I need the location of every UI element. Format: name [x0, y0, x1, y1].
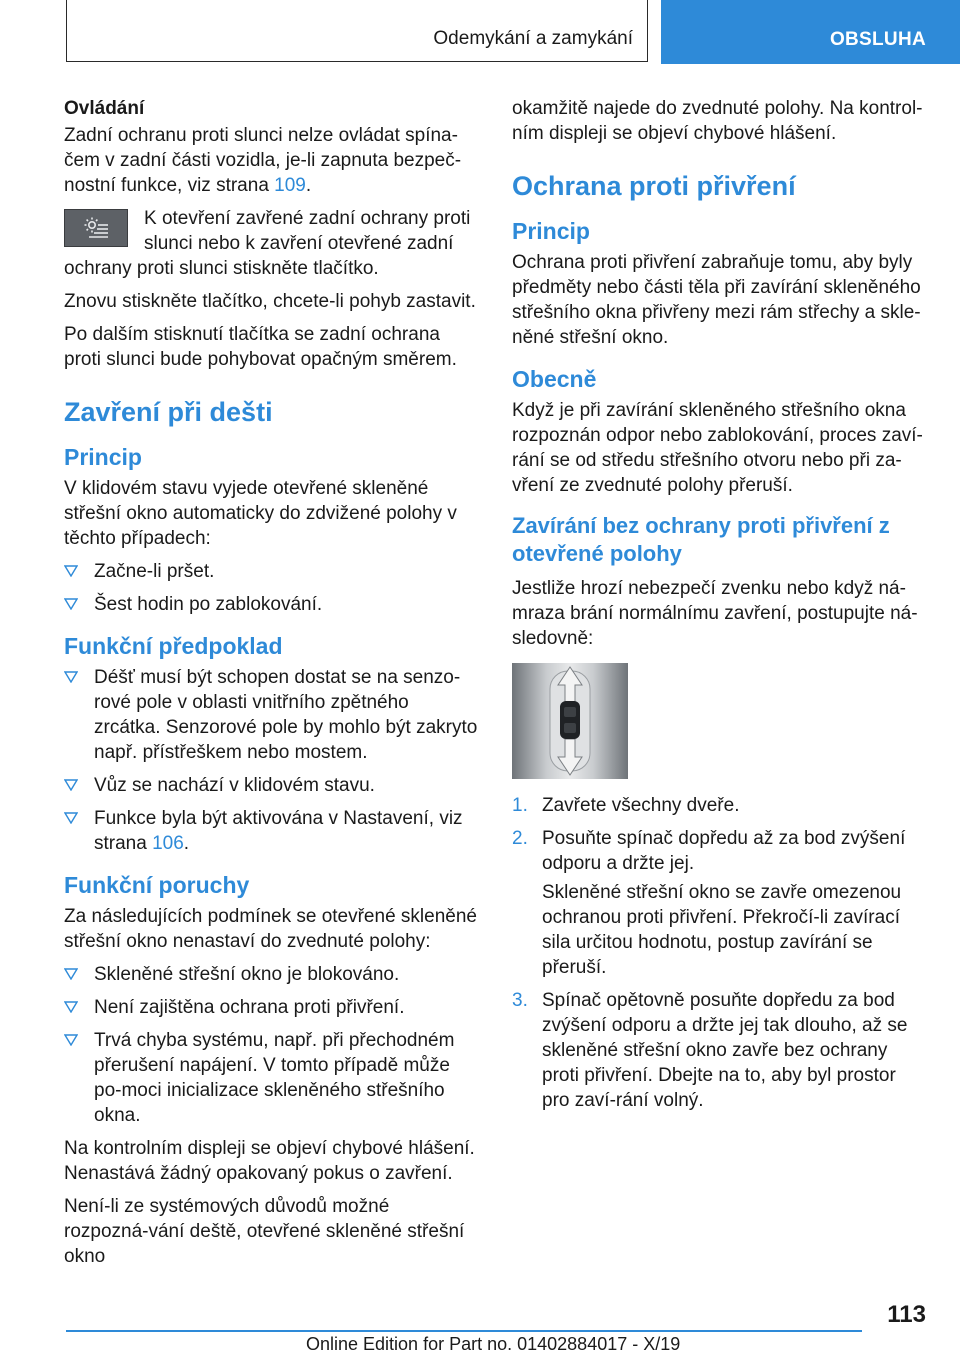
- poruchy-paragraph-1: Na kontrolním displeji se objeví chybové hlášení. Nenastává žádný opakovaný pokus o zavření.: [64, 1138, 475, 1184]
- list-item: [512, 988, 928, 1113]
- triangle-bullet-icon: [64, 1034, 78, 1046]
- list-item: [64, 995, 478, 1020]
- roof-switch-photo: [512, 663, 628, 779]
- sunshade-button-icon: [64, 209, 128, 247]
- button-instruction-text: K otevření zavřené zadní ochrany proti slunci nebo k zavření otevřené zadní ochrany proti slunci stiskněte tlačítko.: [64, 208, 471, 279]
- triangle-bullet-icon: [64, 1001, 78, 1013]
- right-column: [512, 96, 928, 1121]
- princip-bullet-list: [64, 559, 478, 617]
- step-number: 1.: [512, 795, 528, 816]
- list-item: [64, 592, 478, 617]
- step-number: 2.: [512, 828, 528, 849]
- triangle-bullet-icon: [64, 779, 78, 791]
- step-text: Zavřete všechny dveře.: [542, 795, 740, 816]
- princip-text-right: Ochrana proti přivření zabraňuje tomu, aby byly předměty nebo části těla při zavírání skleněného střešního okna přivřeny mezi rám střechy a skle-něné střešní okno.: [512, 252, 921, 348]
- button-instruction: [64, 206, 478, 281]
- list-item: [64, 1028, 478, 1128]
- triangle-bullet-icon: [64, 812, 78, 824]
- chapter-tab: [661, 0, 960, 64]
- poruchy-text: Za následujících podmínek se otevřené skleněné střešní okno nenastaví do zvednuté polohy:: [64, 906, 477, 952]
- list-item-text: Začne-li pršet.: [94, 561, 215, 582]
- poruchy-heading: Funkční poruchy: [64, 872, 250, 898]
- poruchy-paragraph-2: Není-li ze systémových důvodů možné rozpozná-vání deště, otevřené skleněné střešní okno: [64, 1196, 465, 1267]
- stop-paragraph: Znovu stiskněte tlačítko, chcete-li pohyb zastavit.: [64, 291, 476, 312]
- princip-heading-right: Princip: [512, 218, 590, 244]
- step-text: Posuňte spínač dopředu až za bod zvýšení odporu a držte jej.: [542, 828, 906, 874]
- chapter-tab-label: OBSLUHA: [829, 29, 926, 50]
- steps-list: [512, 793, 928, 1113]
- ovladani-text-end: .: [305, 175, 312, 196]
- rain-closing-heading: Zavření při dešti: [64, 397, 273, 427]
- obecne-heading: Obecně: [512, 366, 597, 392]
- closing-without-protection-heading: Zavírání bez ochrany proti přivření z otevřené polohy: [512, 513, 890, 566]
- section-title-box: [66, 0, 648, 62]
- predpoklad-bullet-list: [64, 665, 478, 856]
- reverse-paragraph: Po dalším stisknutí tlačítka se zadní ochrana proti slunci bude pohybovat opačným směrem.: [64, 324, 457, 370]
- triangle-bullet-icon: [64, 968, 78, 980]
- step-continuation: Skleněné střešní okno se zavře omezenou ochranou proti přivření. Překročí-li zavírací sila určitou hodnotu, postup zavírání se přeruší.: [542, 882, 902, 978]
- ovladani-text: Zadní ochranu proti slunci nelze ovládat spína-čem v zadní části vozidla, je-li zapnuta bezpeč-nostní funkce, viz strana: [64, 125, 462, 196]
- list-item-text: Není zajištěna ochrana proti přivření.: [94, 997, 405, 1018]
- page-number: 113: [887, 1301, 926, 1328]
- list-item-text: Skleněné střešní okno je blokováno.: [94, 964, 400, 985]
- list-item-text: Trvá chyba systému, např. při přechodném přerušení napájení. V tomto případě může po-moci inicializace skleněného střešního okna.: [94, 1030, 455, 1126]
- page-link-106[interactable]: 106: [152, 833, 184, 854]
- page-link-109[interactable]: 109: [274, 175, 306, 196]
- poruchy-bullet-list: [64, 962, 478, 1128]
- obecne-text: Když je při zavírání skleněného střešního okna rozpoznán odpor nebo zablokování, proces zaví-rání se od středu střešního otvoru nebo při za-vření ze zvednuté polohy přeruší.: [512, 400, 923, 496]
- princip-text-left: V klidovém stavu vyjede otevřené skleněné střešní okno automaticky do zdvižené polohy v těchto případech:: [64, 478, 457, 549]
- list-item-text-end: .: [183, 833, 190, 854]
- page-header: [0, 0, 960, 64]
- list-item-text: Šest hodin po zablokování.: [94, 594, 323, 615]
- list-item: [512, 793, 928, 818]
- list-item: [64, 773, 478, 798]
- edition-footer: Online Edition for Part no. 01402884017 - X/19: [306, 1334, 681, 1354]
- continued-paragraph: okamžitě najede do zvednuté polohy. Na kontrol-ním displeji se objeví chybové hlášení.: [512, 98, 923, 144]
- list-item: [512, 826, 928, 980]
- closing-without-protection-text: Jestliže hrozí nebezpečí zvenku nebo když ná-mraza brání normálnímu zavření, postupujte ná-sledovně:: [512, 578, 918, 649]
- ovladani-title: Ovládání: [64, 98, 145, 119]
- list-item-text: Déšť musí být schopen dostat se na senzo-rové pole v oblasti vnitřního zpětného zrcátka. Senzorové pole by mohlo být zakryto např. přístřeškem nebo mostem.: [94, 667, 478, 763]
- triangle-bullet-icon: [64, 598, 78, 610]
- left-column: [64, 96, 478, 1277]
- list-item-text: Vůz se nachází v klidovém stavu.: [94, 775, 375, 796]
- triangle-bullet-icon: [64, 671, 78, 683]
- list-item: [64, 559, 478, 584]
- footer-divider: [66, 1330, 862, 1332]
- section-title: Odemykání a zamykání: [433, 28, 633, 49]
- step-number: 3.: [512, 990, 528, 1011]
- ovladani-paragraph: [64, 123, 478, 198]
- list-item: [64, 665, 478, 765]
- predpoklad-heading: Funkční předpoklad: [64, 633, 283, 659]
- list-item: [64, 806, 478, 856]
- princip-heading-left: Princip: [64, 444, 142, 470]
- pinch-protection-heading: Ochrana proti přivření: [512, 171, 796, 201]
- list-item: [64, 962, 478, 987]
- step-text: Spínač opětovně posuňte dopředu za bod zvýšení odporu a držte jej tak dlouho, až se skleněné střešní okno zavře bez ochrany proti přivření. Dbejte na to, aby byl prostor pro zaví-rání volný.: [542, 990, 908, 1111]
- triangle-bullet-icon: [64, 565, 78, 577]
- list-item-text: Funkce byla být aktivována v Nastavení, viz strana: [94, 808, 463, 854]
